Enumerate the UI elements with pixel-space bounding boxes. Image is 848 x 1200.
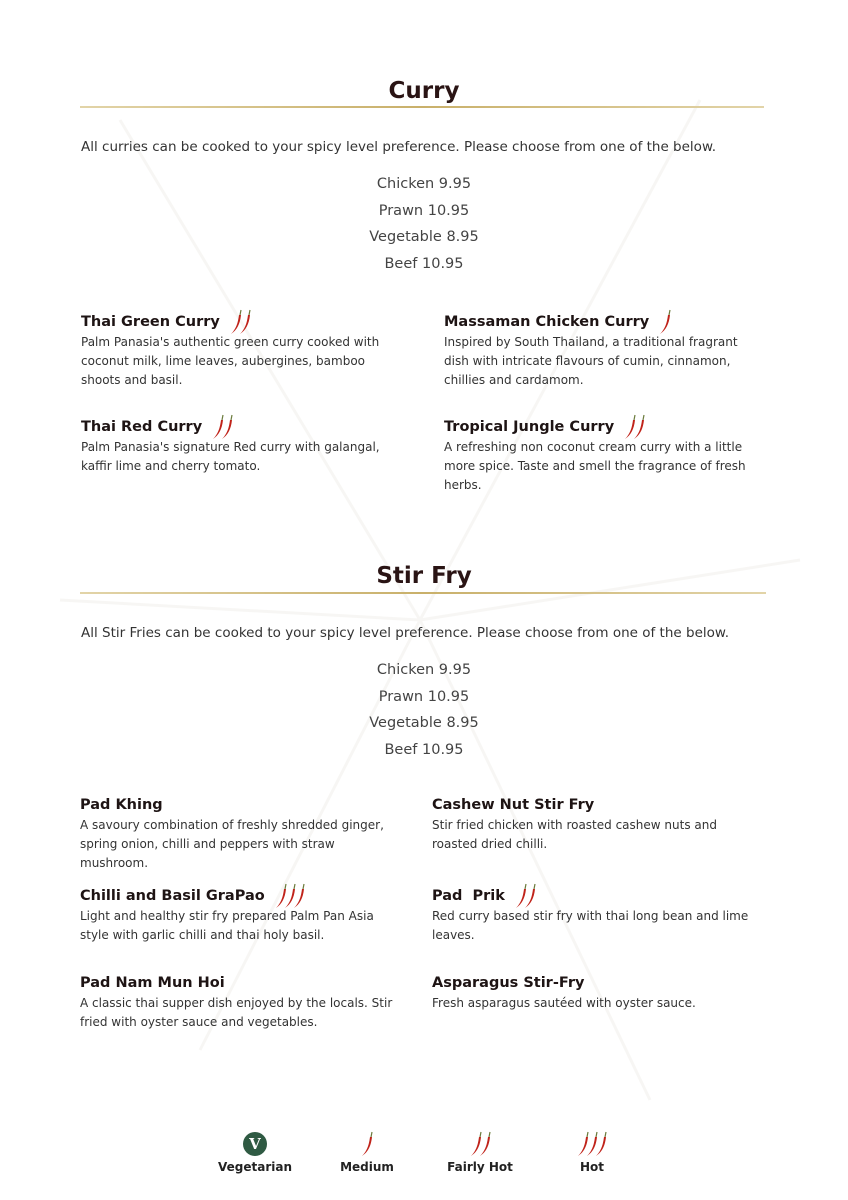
item-name-row <box>80 886 400 906</box>
chilli-icon <box>595 1131 607 1157</box>
chilli-rating <box>577 1131 607 1157</box>
stir-fry-intro: All Stir Fries can be cooked to your spicy level preference. Please choose from one of the below. <box>81 625 729 641</box>
legend-fairly-hot <box>430 1130 530 1174</box>
item-name-row <box>432 973 752 993</box>
item-description: A refreshing non coconut cream curry with a little more spice. Taste and smell the fragrance of fresh herbs. <box>444 440 746 492</box>
menu-item <box>432 795 752 854</box>
chilli-icon <box>524 883 536 909</box>
chilli-rating <box>275 883 305 909</box>
item-name: Pad Nam Mun Hoi <box>80 975 225 991</box>
menu-item <box>432 973 752 1013</box>
item-name-row <box>444 312 764 332</box>
item-name-row <box>81 312 401 332</box>
legend-vegetarian <box>205 1130 305 1174</box>
curry-prices <box>0 171 848 278</box>
legend-label: Medium <box>340 1160 394 1174</box>
chilli-rating <box>659 309 671 335</box>
item-name-row <box>81 417 401 437</box>
item-name: Pad Khing <box>80 797 163 813</box>
legend-label: Vegetarian <box>217 1160 292 1174</box>
item-name: Massaman Chicken Curry <box>444 314 650 330</box>
item-name: Tropical Jungle Curry <box>444 419 615 435</box>
item-description: Red curry based stir fry with thai long bean and lime leaves. <box>432 909 749 942</box>
menu-item <box>444 417 764 495</box>
chilli-icon <box>361 1131 373 1157</box>
item-name: Thai Red Curry <box>81 419 203 435</box>
item-name-row <box>432 795 752 815</box>
legend-medium <box>317 1130 417 1174</box>
price-beef: Beef 10.95 <box>384 256 464 273</box>
item-description: Light and healthy stir fry prepared Palm Pan Asia style with garlic chilli and thai holy basil. <box>80 909 374 942</box>
price-chicken: Chicken 9.95 <box>376 662 472 678</box>
chilli-icon <box>633 414 645 440</box>
price-vegetable: Vegetable 8.95 <box>369 715 479 732</box>
menu-item <box>80 973 400 1032</box>
item-description: A classic thai supper dish enjoyed by the locals. Stir fried with oyster sauce and vegetables. <box>80 996 393 1029</box>
menu-item <box>432 886 752 945</box>
price-prawn: Prawn 10.95 <box>378 202 470 219</box>
menu-item <box>80 886 400 945</box>
stir-fry-prices <box>0 657 848 764</box>
price-beef: Beef 10.95 <box>384 742 464 759</box>
divider <box>80 106 764 108</box>
chilli-rating <box>361 1131 373 1157</box>
item-name: Thai Green Curry <box>81 314 220 330</box>
section-title-curry: Curry <box>388 78 460 104</box>
chilli-rating <box>230 309 251 335</box>
item-name-row <box>444 417 764 437</box>
menu-item <box>80 795 400 873</box>
item-name-row <box>80 973 400 993</box>
curry-intro: All curries can be cooked to your spicy level preference. Please choose from one of the below. <box>81 139 717 155</box>
chilli-icon <box>293 883 305 909</box>
item-name-row <box>432 886 752 906</box>
item-description: A savoury combination of freshly shredded ginger, spring onion, chilli and peppers with straw mushroom. <box>80 818 384 870</box>
chilli-icon <box>479 1131 491 1157</box>
item-description: Fresh asparagus sautéed with oyster sauce. <box>432 996 696 1010</box>
menu-item <box>81 312 401 390</box>
item-name-row <box>80 795 400 815</box>
chilli-rating <box>624 414 645 440</box>
item-description: Palm Panasia's authentic green curry cooked with coconut milk, lime leaves, aubergines, bamboo shoots and basil. <box>81 335 380 387</box>
vegetarian-badge-icon: V <box>243 1132 267 1156</box>
legend-label: Hot <box>579 1160 605 1174</box>
chilli-icon <box>239 309 251 335</box>
item-description: Stir fried chicken with roasted cashew nuts and roasted dried chilli. <box>432 818 717 851</box>
item-description: Inspired by South Thailand, a traditional fragrant dish with intricate flavours of cumin, cinnamon, chillies and cardamom. <box>444 335 738 387</box>
chilli-rating <box>515 883 536 909</box>
divider <box>80 592 766 594</box>
price-vegetable: Vegetable 8.95 <box>369 229 479 246</box>
item-name: Pad Prik <box>432 888 505 904</box>
legend-label: Fairly Hot <box>447 1160 513 1174</box>
chilli-rating <box>212 414 233 440</box>
item-name: Chilli and Basil GraPao <box>80 888 265 904</box>
chilli-rating <box>470 1131 491 1157</box>
legend-hot <box>542 1130 642 1174</box>
price-prawn: Prawn 10.95 <box>378 688 470 705</box>
chilli-icon <box>659 309 671 335</box>
menu-item <box>81 417 401 476</box>
chilli-icon <box>221 414 233 440</box>
menu-item <box>444 312 764 390</box>
item-description: Palm Panasia's signature Red curry with galangal, kaffir lime and cherry tomato. <box>81 440 380 473</box>
item-name: Asparagus Stir-Fry <box>432 975 585 991</box>
item-name: Cashew Nut Stir Fry <box>432 797 595 813</box>
price-chicken: Chicken 9.95 <box>376 176 472 192</box>
section-title-stir-fry: Stir Fry <box>376 563 472 589</box>
